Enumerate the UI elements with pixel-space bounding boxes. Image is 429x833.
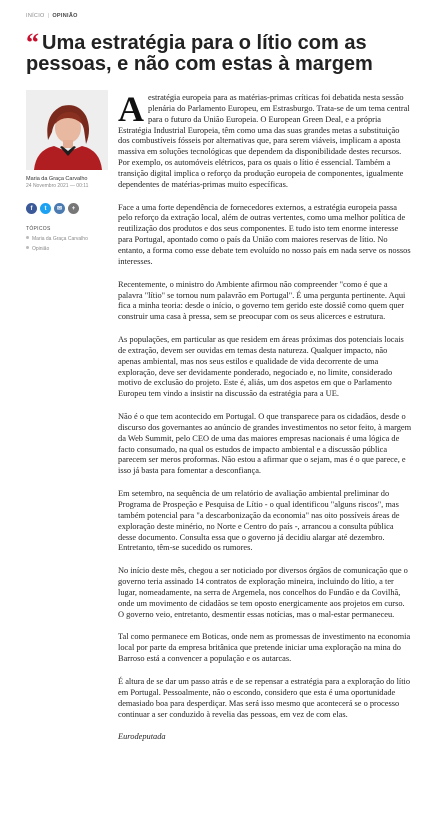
topic-link[interactable] <box>26 236 108 242</box>
topic-link-label: Maria da Graça Carvalho <box>32 236 88 242</box>
article-paragraph-text: estratégia europeia para as matérias-primas críticas foi debatida nesta sessão plenária do Parlamento Europeu, em Estrasburgo. Trata-se de um tema central para o futuro da União Europeia. O European Green Deal, e a própria Estratégia Industrial Europeia, têm como uma das suas grandes metas a substituição dos combustíveis fósseis por alternativas que, para serem viáveis, implicam a aposta massiva em soluções tecnológicas que dependem da disponibilidade destes recursos. Por exemplo, os automóveis elétricos, para os quais o lítio é essencial. Também a transição digital implica o reforço da produção europeia de componentes, igualmente dependentes de matérias-primas muito específicas. <box>118 93 410 189</box>
drop-cap: A <box>118 89 144 129</box>
article-paragraph: Recentemente, o ministro do Ambiente afirmou não compreender "como é que a palavra "lítio" se tornou num palavrão em Portugal". É uma pergunta pertinente. Aqui fica a minha teoria: desde o início, o governo tem gerido este dossiê como quem quer construir uma casa à pressa, sem se preocupar com os seus alicerces e estrutura. <box>118 279 406 322</box>
article-signoff: Eurodeputada <box>118 732 166 742</box>
article-title <box>26 28 411 75</box>
article-paragraph: Tal como permanece em Boticas, onde nem as promessas de investimento na economia local por parte da empresa britânica que pretende iniciar uma exploração na mina do Barroso está a convencer a população e os autarcas. <box>118 632 411 664</box>
twitter-share-icon[interactable]: t <box>40 203 51 214</box>
article-title-text: Uma estratégia para o lítio com as pessoas, e não com estas à margem <box>26 32 373 75</box>
facebook-share-icon[interactable]: f <box>26 203 37 214</box>
bullet-icon <box>26 246 29 249</box>
breadcrumb <box>26 13 78 19</box>
article-sidebar <box>26 90 108 252</box>
author-name[interactable]: Maria da Graça Carvalho <box>26 176 88 182</box>
breadcrumb-section-link[interactable]: OPINIÃO <box>52 13 78 19</box>
share-buttons <box>26 203 108 214</box>
more-share-icon[interactable]: + <box>68 203 79 214</box>
article-paragraph: Não é o que tem acontecido em Portugal. O que transparece para os cidadãos, desde o discurso dos governantes ao anúncio de grandes investimentos no setor feito, à margem da Web Summit, pelo CEO de uma das maiores empresas nacionais é uma lógica de facto consumado, na qual os estudos de impacto ambiental e a discussão pública parecem ser meros proformas. Não estou a afirmar que o sejam, mas é o que parece, e isso já basta para fomentar a desconfiança. <box>118 412 412 476</box>
article-paragraph: No início deste mês, chegou a ser noticiado por diversos órgãos de comunicação que o governo teria assinado 14 contratos de exploração mineira, incluindo do lítio, a ter lugar, nomeadamente, na serra de Argemela, nos concelhos do Fundão e da Covilhã, onde um movimento de cidadãos se tem oposto energicamente aos projetos em curso. O governo veio, entretanto, desmentir essas notícias, mas o mal-estar permaneceu. <box>118 566 408 619</box>
article-paragraph: É altura de se dar um passo atrás e de se repensar a estratégia para a exploração do lítio em Portugal. Pessoalmente, não o escondo, considero que esta é uma oportunidade demasiado boa para desperdiçar. Mas será isso mesmo que acontecerá se o processo continuar a ser conduzido à revelia das pessoas, em vez de com elas. <box>118 676 411 719</box>
article-paragraph <box>118 89 412 191</box>
article-paragraph: As populações, em particular as que residem em áreas próximas dos potenciais locais de extração, devem ser ouvidas em temas desta natureza. Qualquer impacto, não apenas ambiental, mas nos seus estilos e qualidade de vida decorrente de uma exploração, deve ser devidamente ponderado, negociado e, no limite, considerado motivo de exclusão do projeto. Este é, aliás, um dos aspetos em que o Parlamento Europeu tem vindo a insistir na discussão da estratégia para a UE. <box>118 335 404 399</box>
article-paragraph: Em setembro, na sequência de um relatório de avaliação ambiental preliminar do Programa de Prospeção e Pesquisa de Lítio - o qual identificou "alguns riscos", mas também potencial para "a descarbonização da economia" nas oito possíveis áreas de exploração deste minério, no Norte e Centro do país -, arrancou a consulta pública desse documento. Consulta essa que o governo já decidiu alargar até dezembro. Entretanto, têm-se sucedido os rumores. <box>118 489 400 553</box>
author-portrait-icon <box>26 90 108 170</box>
article-paragraph: Face a uma forte dependência de fornecedores externos, a estratégia europeia passa pelo reforço da extração local, além de outras vertentes, como uma melhor política de reutilização dos produtos e dos seus componentes. E tudo isto tem enorme interesse para Portugal, apontado como o país da União com maiores reservas de lítio. No entanto, a forma como esse debate tem evoluído no nosso país em nada serve os nossos interesses. <box>118 202 411 266</box>
breadcrumb-home-link[interactable]: INÍCIO <box>26 13 45 19</box>
quote-mark-icon: “ <box>26 28 39 57</box>
breadcrumb-separator: | <box>47 13 50 19</box>
topics-heading: TÓPICOS <box>26 226 51 232</box>
email-share-icon[interactable]: ✉ <box>54 203 65 214</box>
article-body <box>118 89 412 755</box>
topic-link[interactable] <box>26 246 108 252</box>
author-photo[interactable] <box>26 90 108 170</box>
article-date: 24 Novembro 2021 — 00:11 <box>26 183 89 189</box>
bullet-icon <box>26 236 29 239</box>
topic-link-label: Opinião <box>32 246 50 252</box>
